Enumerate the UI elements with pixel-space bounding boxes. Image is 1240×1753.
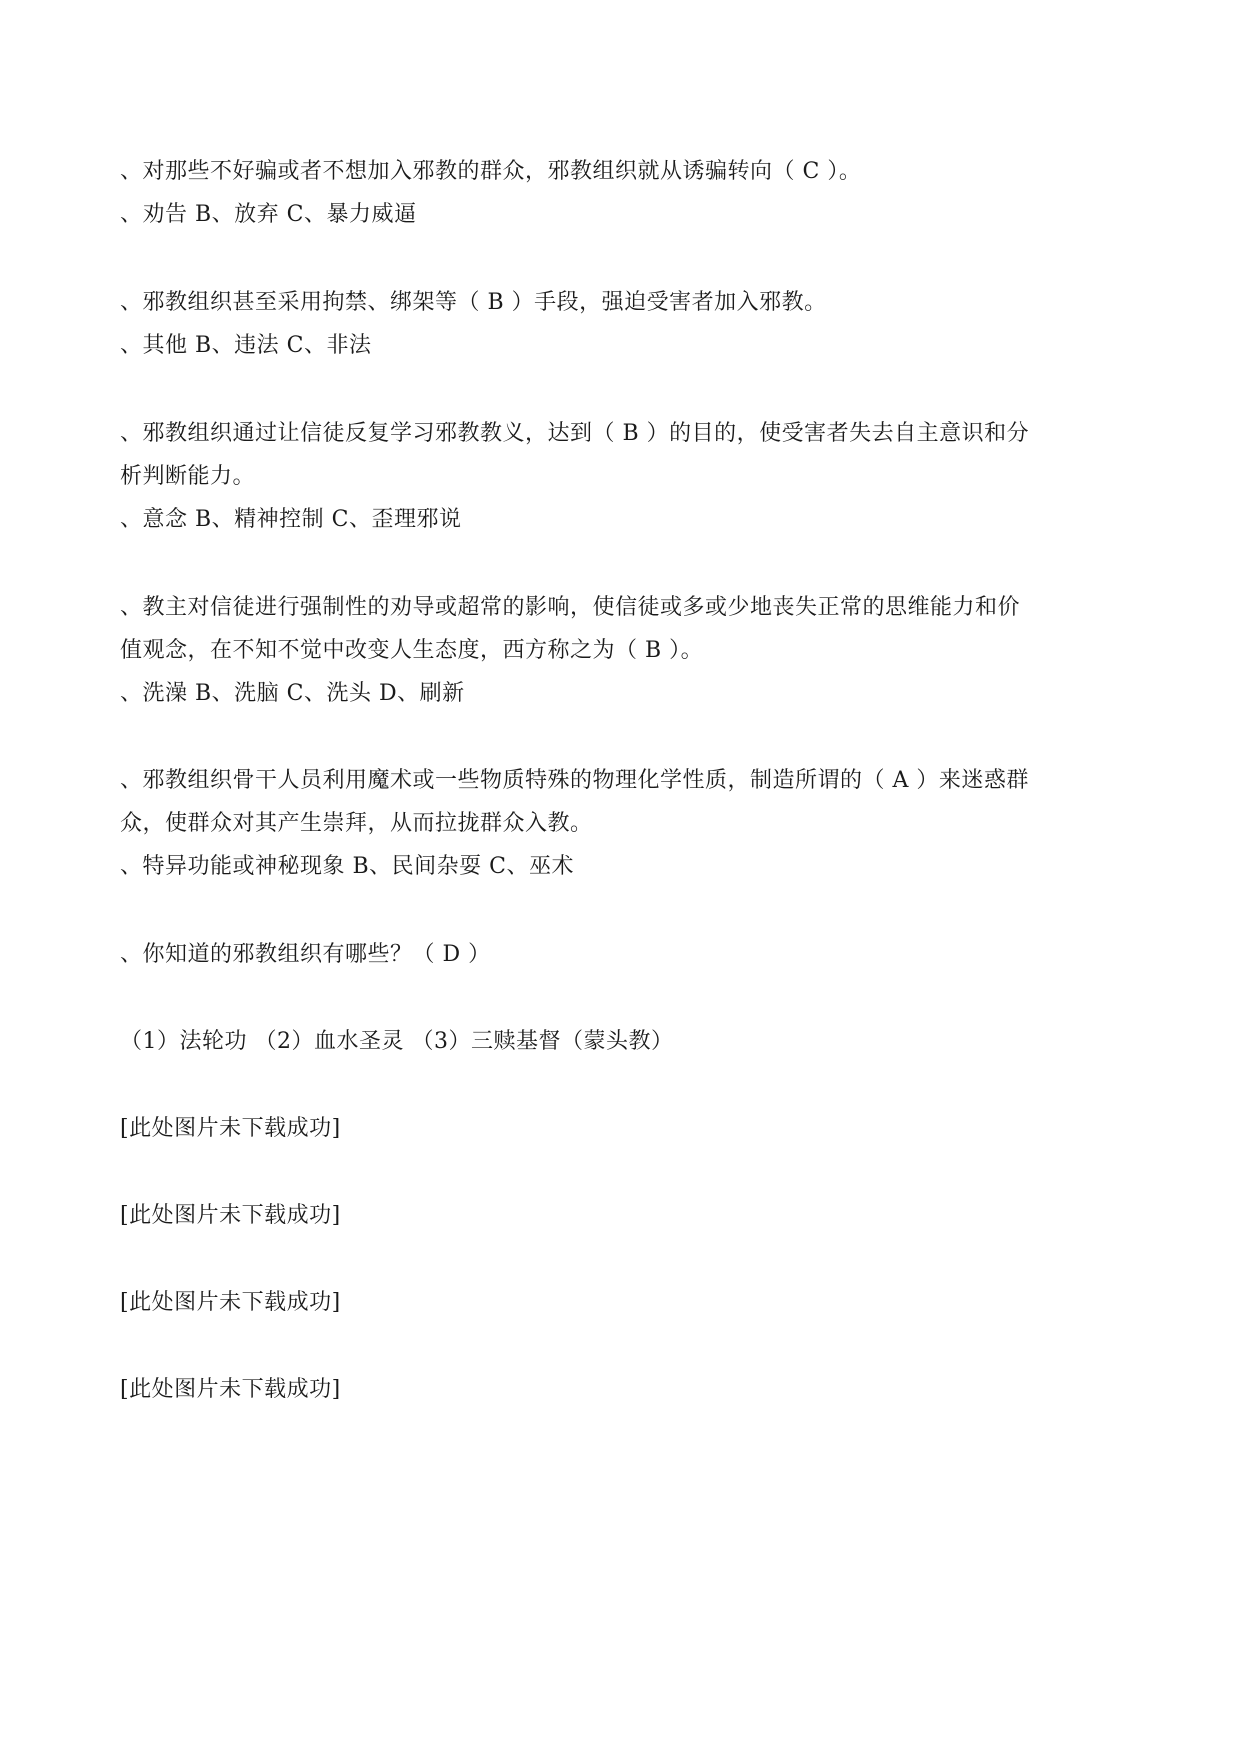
question-6-stem: 、你知道的邪教组织有哪些？（ D ）	[120, 942, 491, 967]
image-placeholder-3: [此处图片未下载成功]	[120, 1290, 341, 1315]
question-4-stem-line-1: 、教主对信徒进行强制性的劝导或超常的影响，使信徒或多或少地丧失正常的思维能力和价	[120, 595, 1021, 620]
question-5-options: 、特异功能或神秘现象 B、民间杂耍 C、巫术	[120, 854, 574, 879]
question-5-stem-line-2: 众，使群众对其产生崇拜，从而拉拢群众入教。	[120, 811, 593, 836]
question-4-stem-line-2: 值观念，在不知不觉中改变人生态度，西方称之为（ B ）。	[120, 638, 704, 663]
question-1-options: 、劝告 B、放弃 C、暴力威逼	[120, 202, 417, 227]
image-placeholder-1: [此处图片未下载成功]	[120, 1116, 341, 1141]
question-3-options: 、意念 B、精神控制 C、歪理邪说	[120, 507, 462, 532]
question-1-stem: 、对那些不好骗或者不想加入邪教的群众，邪教组织就从诱骗转向（ C ）。	[120, 159, 862, 184]
question-2-stem: 、邪教组织甚至采用拘禁、绑架等（ B ）手段，强迫受害者加入邪教。	[120, 290, 827, 315]
question-2-options: 、其他 B、违法 C、非法	[120, 333, 372, 358]
question-3-stem-line-2: 析判断能力。	[120, 464, 256, 489]
question-4-options: 、洗澡 B、洗脑 C、洗头 D、刷新	[120, 681, 465, 706]
question-3-stem-line-1: 、邪教组织通过让信徒反复学习邪教教义，达到（ B ）的目的，使受害者失去自主意识和分	[120, 421, 1030, 446]
question-5-stem-line-1: 、邪教组织骨干人员利用魔术或一些物质特殊的物理化学性质，制造所谓的（ A ）来迷惑群	[120, 768, 1029, 793]
image-placeholder-4: [此处图片未下载成功]	[120, 1377, 341, 1402]
question-6-options: （1）法轮功 （2）血水圣灵 （3）三赎基督（蒙头教）	[120, 1029, 674, 1054]
image-placeholder-2: [此处图片未下载成功]	[120, 1203, 341, 1228]
